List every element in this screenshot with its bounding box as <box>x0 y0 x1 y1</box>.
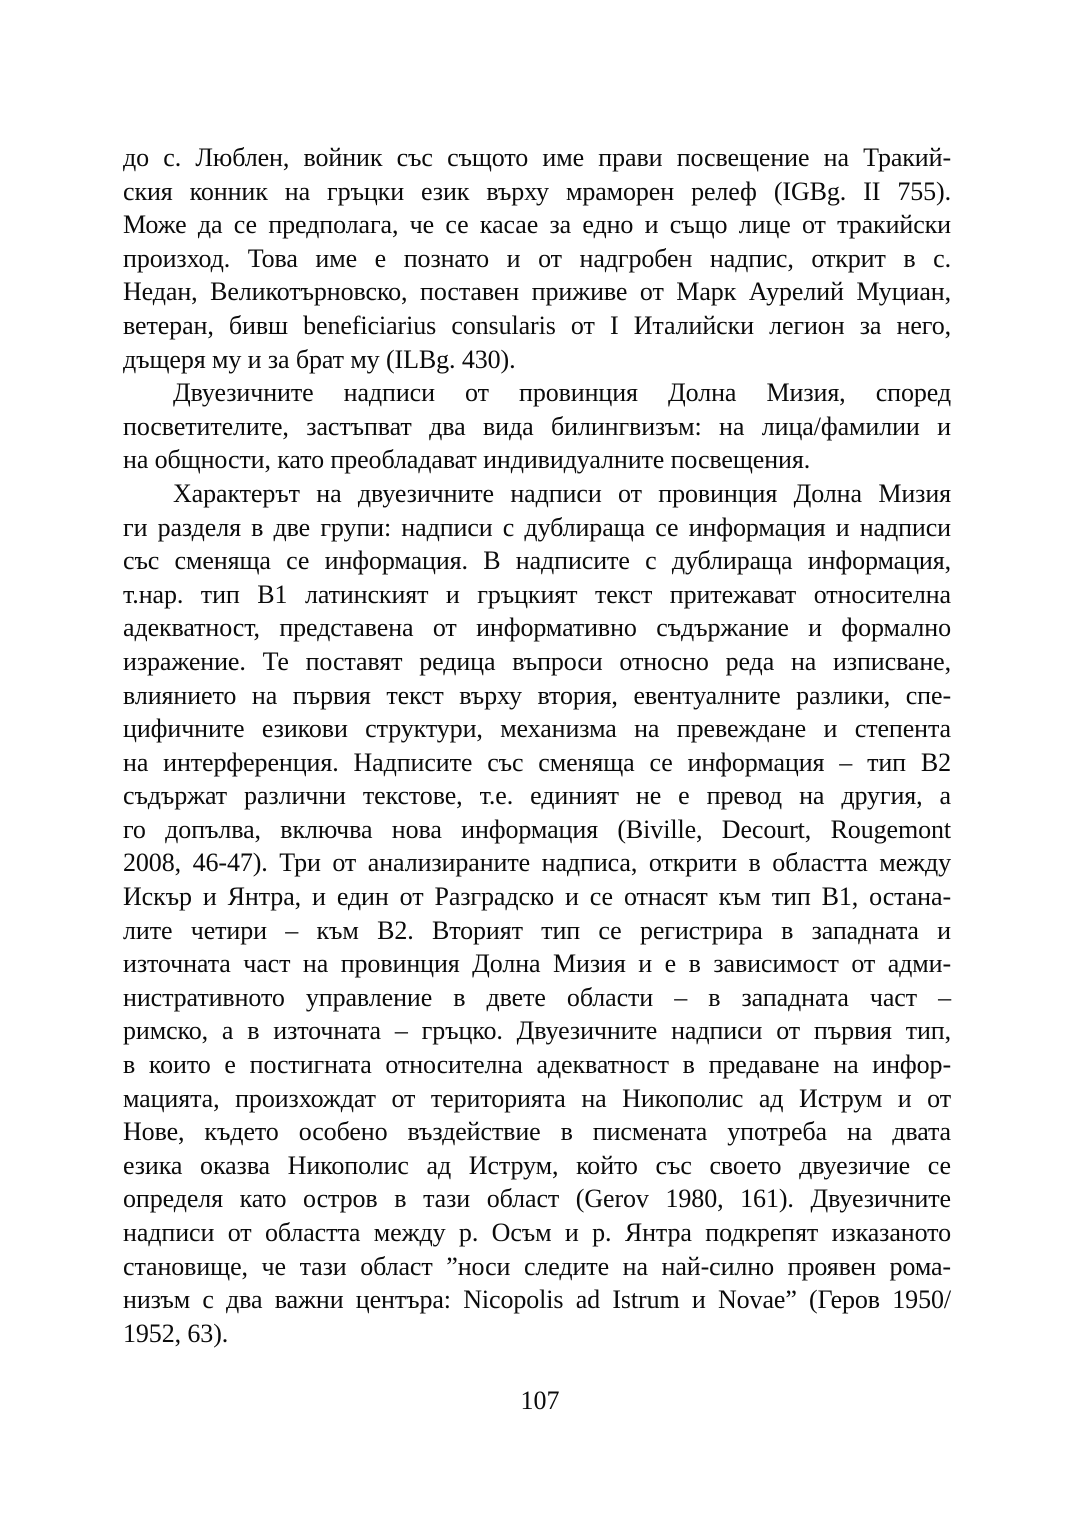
text-line: в които е постигната относителна адекватност в предаване на инфор- <box>123 1050 951 1080</box>
text-line: 1952, 63). <box>123 1318 229 1348</box>
text-line: Недан, Великотърновско, поставен приживе от Марк Аурелий Муциан, <box>123 277 951 307</box>
paragraph <box>123 141 951 376</box>
text-line: източната част на провинция Долна Мизия и е в зависимост от адми- <box>123 949 951 979</box>
text-line: т.нар. тип B1 латинският и гръцкият текст притежават относителна <box>123 579 951 609</box>
text-line: Характерът на двуезичните надписи от провинция Долна Мизия <box>173 478 951 508</box>
text-line: Двуезичните надписи от провинция Долна Мизия, според <box>173 378 951 408</box>
text-line: ския конник на гръцки език върху мраморен релеф (IGBg. II 755). <box>123 176 951 206</box>
text-line: Нове, където особено въздействие в писмената употреба на двата <box>123 1117 951 1147</box>
text-line: езика оказва Никополис ад Иструм, който със своето двуезичие се <box>123 1150 951 1180</box>
text-line: адекватност, представена от информативно съдържание и формално <box>123 613 951 643</box>
text-line: ветеран, бивш beneficiarius consularis от I Италийски легион за него, <box>123 310 951 340</box>
text-line: на интерференция. Надписите със сменяща се информация – тип B2 <box>123 747 951 777</box>
text-line: произход. Това име е познато и от надгробен надпис, открит в с. <box>123 243 951 273</box>
text-block <box>123 141 951 1350</box>
text-line: надписи от областта между р. Осъм и р. Янтра подкрепят изказаното <box>123 1218 951 1247</box>
text-line: изражение. Те поставят редица въпроси относно реда на изписване, <box>123 646 951 676</box>
text-line: мацията, произхождат от територията на Никополис ад Иструм и от <box>123 1083 951 1113</box>
text-line: със сменяща се информация. В надписите с дублираща информация, <box>123 546 951 576</box>
text-line: цифичните езикови структури, механизма на превеждане и степента <box>123 714 951 744</box>
paragraph <box>123 477 951 1350</box>
text-line: лите четири – към B2. Вторият тип се регистрира в западната и <box>123 915 951 945</box>
page-number: 107 <box>520 1386 560 1415</box>
text-line: низъм с два важни центъра: Nicopolis ad Istrum и Novae” (Геров 1950/ <box>123 1285 951 1315</box>
text-line: влиянието на първия текст върху втория, евентуалните разлики, спе- <box>123 680 951 710</box>
text-line: нистративното управление в двете области – в западната част – <box>123 982 951 1012</box>
text-line: до с. Люблен, войник със същото име прави посвещение на Тракий- <box>123 143 951 172</box>
text-line: становище, че тази област ”носи следите на най-силно проявен рома- <box>123 1251 951 1281</box>
text-line: съдържат различни текстове, т.е. единият не е превод на другия, а <box>123 781 951 811</box>
text-line: определя като остров в тази област (Gerov 1980, 161). Двуезичните <box>123 1184 951 1214</box>
text-line: римско, а в източната – гръцко. Двуезичните надписи от първия тип, <box>123 1016 951 1046</box>
text-line: 2008, 46-47). Три от анализираните надписа, открити в областта между <box>123 848 951 878</box>
paragraph <box>123 376 951 477</box>
text-line: Искър и Янтра, и един от Разградско и се отнасят към тип B1, остана- <box>123 882 951 912</box>
text-line: го допълва, включва нова информация (Biville, Decourt, Rougemont <box>123 814 951 844</box>
text-line: Може да се предполага, че се касае за едно и също лице от тракийски <box>123 210 951 240</box>
text-line: дъщеря му и за брат му (ILBg. 430). <box>123 344 516 374</box>
text-line: посветителите, застъпват два вида билингвизъм: на лица/фамилии и <box>123 411 951 441</box>
text-line: ги разделя в две групи: надписи с дублираща се информация и надписи <box>123 512 951 542</box>
text-line: на общности, като преобладават индивидуалните посвещения. <box>123 445 811 475</box>
